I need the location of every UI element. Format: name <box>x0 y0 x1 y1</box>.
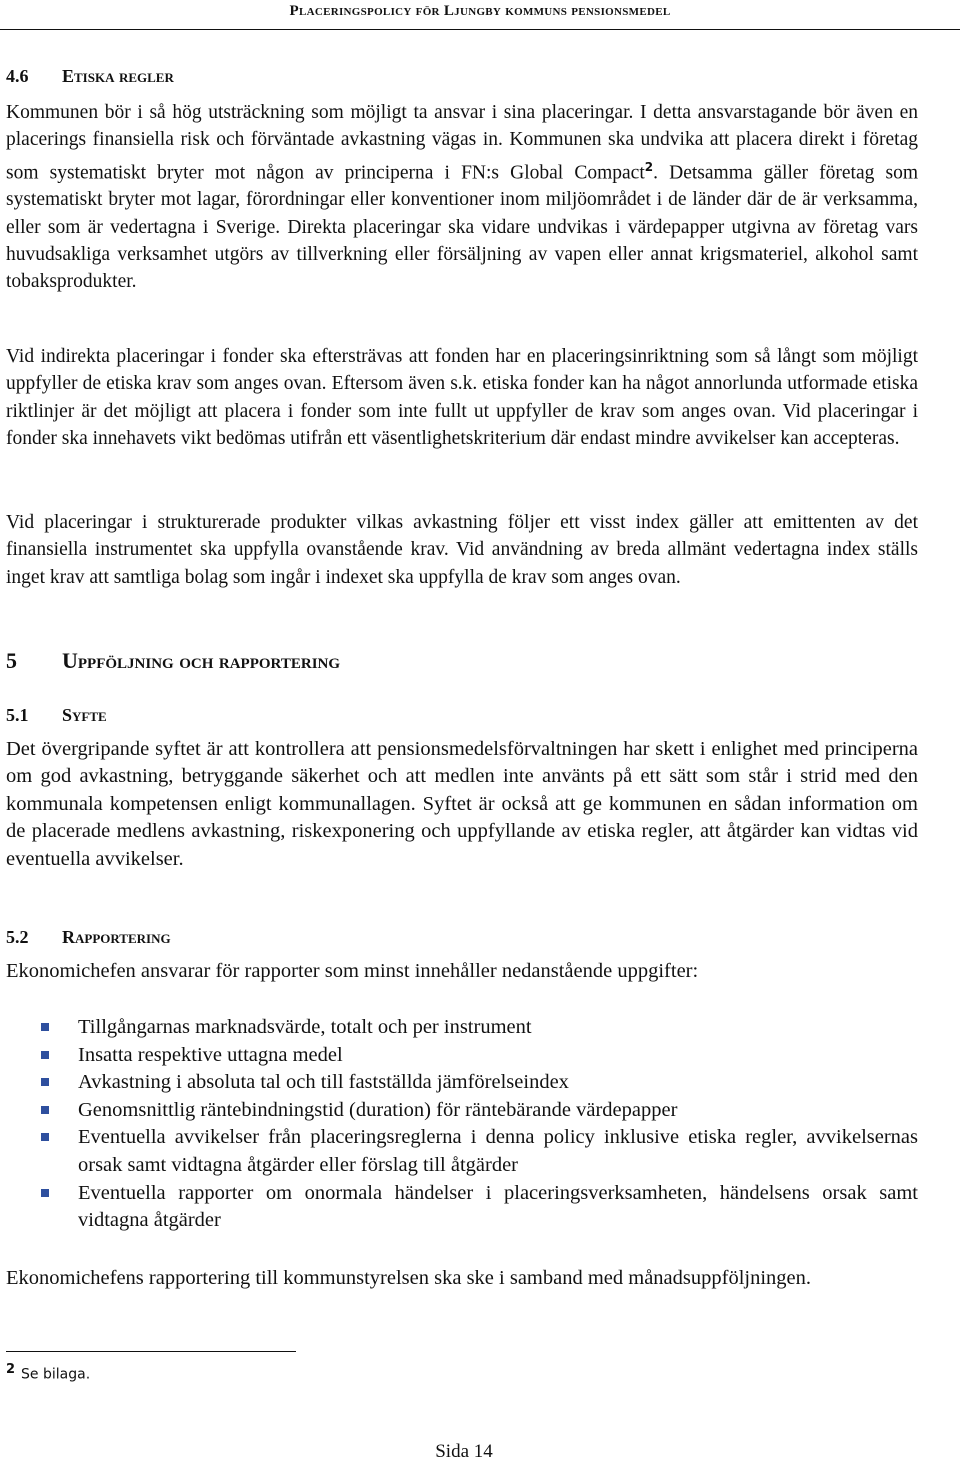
paragraph-text: . Detsamma gäller företag som systematiskt bryter mot lagar, förordningar eller konventioner inom miljöområdet i de länder där de är verksamma, eller som är vedertagna i Sverige. Direkta placeringar ska vidare undvikas i värdepapper utgivna av företag vars huvudsakliga verksamhet utgörs av tillverkning eller försäljning av vapen eller annat krigsmateriel, alkohol samt tobaksprodukter. <box>6 162 919 293</box>
chapter-heading-5 <box>6 648 340 674</box>
paragraph-ethics-3: Vid placeringar i strukturerade produkter vilkas avkastning följer ett visst index gäller att emittenten av det finansiella instrumentet ska uppfylla ovanstående krav. Vid användning av breda allmänt vedertagna index ställs inget krav att samtliga bolag som ingår i indexet ska uppfylla de krav som anges ovan. <box>6 512 918 588</box>
report-contents-list <box>6 1014 918 1235</box>
square-bullet-icon <box>41 1133 49 1141</box>
section-title: Syfte <box>62 705 107 725</box>
paragraph-purpose: Det övergripande syftet är att kontrollera att pensionsmedelsförvaltningen har skett i enlighet med principerna om god avkastning, betryggande säkerhet och att medlen inte använts på ett sätt som står i strid med den kommunala kompetensen enligt kommunallagen. Syftet är också att ge kommunen en sådan information om de placerade medlens avkastning, riskexponering och uppfyllande av etiska regler, att åtgärder kan vidtas vid eventuella avvikelser. <box>6 738 918 870</box>
section-heading-4-6 <box>6 66 174 87</box>
list-item-text: Avkastning i absoluta tal och till fastställda jämförelseindex <box>78 1071 569 1094</box>
section-heading-5-2 <box>6 927 171 948</box>
paragraph-text: Kommunen bör i så hög utsträckning som möjligt ta ansvar i sina placeringar. I detta ansvarstagande bör även en placerings finansiella risk och förväntade avkastning vägas in. Kommunen ska undvika att placera direkt i företag som systematiskt bryter mot någon av principerna i FN:s Global Compact <box>6 102 918 184</box>
list-item <box>6 1042 918 1070</box>
header-rule <box>0 29 960 30</box>
footnote-mark: 2 <box>6 1362 16 1377</box>
paragraph-report-intro: Ekonomichefen ansvarar för rapporter som minst innehåller nedanstående uppgifter: <box>6 960 699 982</box>
section-number: 5.1 <box>6 705 29 725</box>
list-item <box>6 1014 918 1042</box>
section-title: Etiska regler <box>62 66 174 86</box>
list-item <box>6 1069 918 1097</box>
list-item-text: Eventuella avvikelser från placeringsreglerna i denna policy inklusive etiska regler, avvikelsernas orsak samt vidtagna åtgärder eller förslag till åtgärder <box>78 1126 918 1176</box>
page-number: Sida 14 <box>435 1441 493 1462</box>
square-bullet-icon <box>41 1078 49 1086</box>
footnote-text: Se bilaga. <box>21 1366 91 1383</box>
list-item-text: Tillgångarnas marknadsvärde, totalt och per instrument <box>78 1016 532 1038</box>
list-item-text: Genomsnittlig räntebindningstid (duration) för räntebärande värdepapper <box>78 1098 678 1121</box>
running-header: Placeringspolicy för Ljungby kommuns pensionsmedel <box>289 3 671 19</box>
footnote <box>6 1362 90 1383</box>
section-title: Rapportering <box>62 927 171 947</box>
list-item <box>6 1180 918 1235</box>
chapter-number: 5 <box>6 648 17 673</box>
square-bullet-icon <box>41 1106 49 1114</box>
square-bullet-icon <box>41 1051 49 1059</box>
square-bullet-icon <box>41 1023 49 1031</box>
footnote-separator <box>6 1351 296 1352</box>
list-item-text: Insatta respektive uttagna medel <box>78 1043 343 1066</box>
footnote-reference: 2 <box>644 159 654 174</box>
section-number: 5.2 <box>6 927 29 947</box>
list-item <box>6 1097 918 1125</box>
section-heading-5-1 <box>6 705 107 726</box>
paragraph-ethics-1 <box>6 99 918 296</box>
list-item <box>6 1124 918 1179</box>
chapter-title: Uppföljning och rapportering <box>62 648 341 673</box>
paragraph-ethics-2: Vid indirekta placeringar i fonder ska eftersträvas att fonden har en placeringsinriktning som så långt som möjligt uppfyller de etiska krav som anges ovan. Eftersom även s.k. etiska fonder kan ha något annorlunda utformade etiska riktlinjer är det möjligt att placera i fonder som inte fullt ut uppfyller de krav som anges ovan. Vid placeringar i fonder ska innehavets vikt bedömas utifrån ett väsentlighetskriterium där endast mindre avvikelser kan accepteras. <box>6 346 918 449</box>
square-bullet-icon <box>41 1189 49 1197</box>
paragraph-report-closing: Ekonomichefens rapportering till kommunstyrelsen ska ske i samband med månadsuppföljningen. <box>6 1267 812 1289</box>
section-number: 4.6 <box>6 66 29 86</box>
list-item-text: Eventuella rapporter om onormala händelser i placeringsverksamheten, händelsens orsak samt vidtagna åtgärder <box>78 1181 918 1232</box>
